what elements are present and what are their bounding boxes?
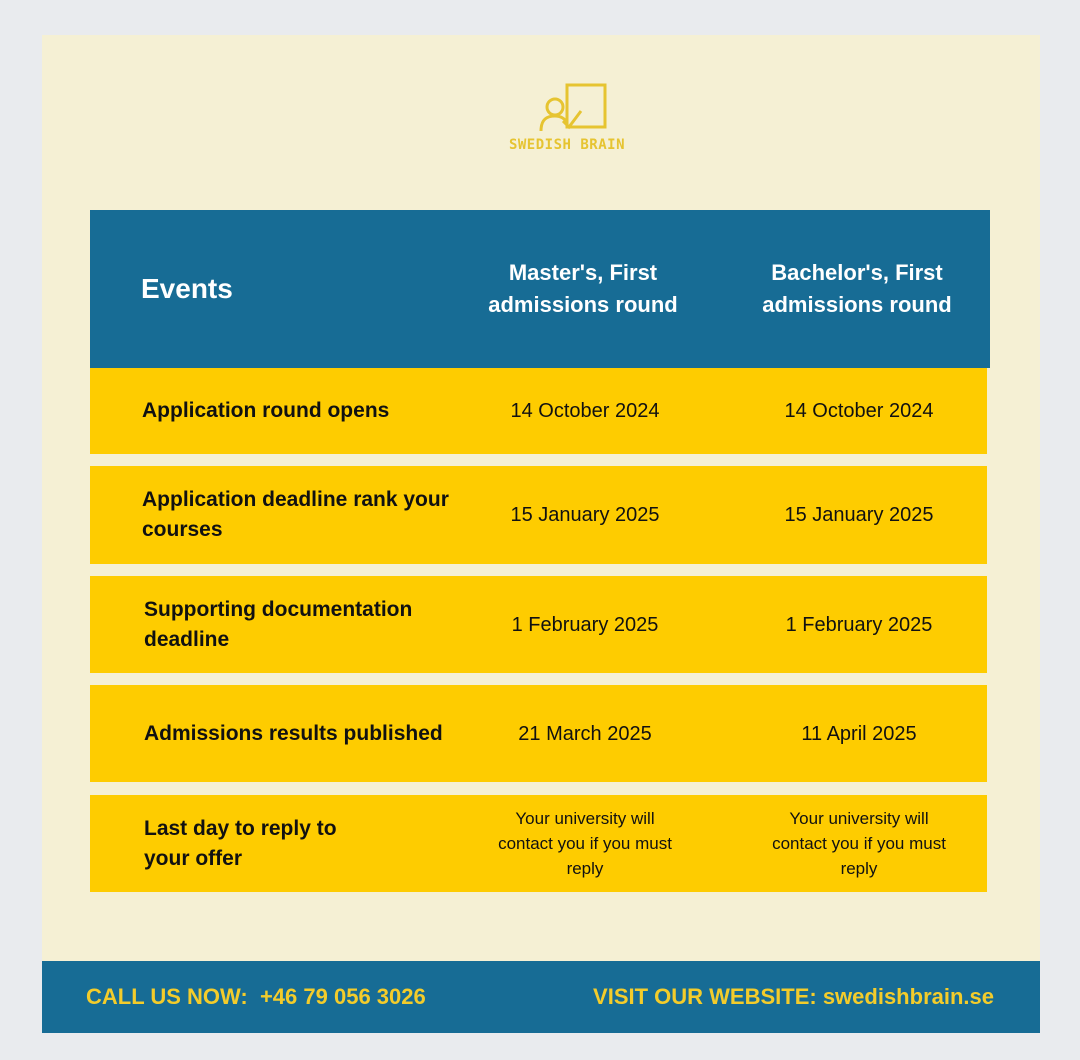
masters-date: 1 February 2025: [511, 613, 659, 636]
logo: [502, 81, 632, 153]
masters-note: Your university will contact you if you must reply: [498, 809, 672, 878]
event-label: Application round opens: [142, 399, 390, 422]
table-header: [90, 210, 990, 368]
call-us-phone[interactable]: CALL US NOW: +46 79 056 3026: [86, 984, 426, 1009]
bachelors-date: 1 February 2025: [785, 613, 933, 636]
table-row: [90, 466, 987, 564]
teacher-board-icon: [525, 81, 609, 133]
header-masters: Master's, First admissions round: [488, 260, 678, 317]
website-link[interactable]: VISIT OUR WEBSITE: swedishbrain.se: [593, 984, 994, 1009]
header-bachelors: Bachelor's, First admissions round: [762, 260, 952, 317]
brand-name: SWEDISH BRAIN: [508, 137, 626, 153]
event-label: Application deadline rank your courses: [142, 488, 449, 541]
bachelors-date: 14 October 2024: [784, 400, 934, 422]
bachelors-date: 11 April 2025: [801, 722, 917, 745]
bachelors-date: 15 January 2025: [784, 504, 934, 526]
bachelors-note: Your university will contact you if you must reply: [772, 809, 946, 878]
table-row: [90, 576, 987, 673]
masters-date: 21 March 2025: [518, 722, 652, 745]
footer-bar: [42, 961, 1040, 1033]
header-events: Events: [141, 273, 233, 304]
masters-date: 14 October 2024: [510, 400, 660, 422]
event-label: Last day to reply to your offer: [144, 816, 337, 870]
table-row: [90, 368, 987, 454]
event-label: Admissions results published: [144, 721, 443, 745]
table-row: [90, 795, 987, 892]
masters-date: 15 January 2025: [510, 504, 660, 526]
table-row: [90, 685, 987, 782]
infographic-card: [42, 35, 1040, 1033]
event-label: Supporting documentation deadline: [144, 597, 413, 651]
